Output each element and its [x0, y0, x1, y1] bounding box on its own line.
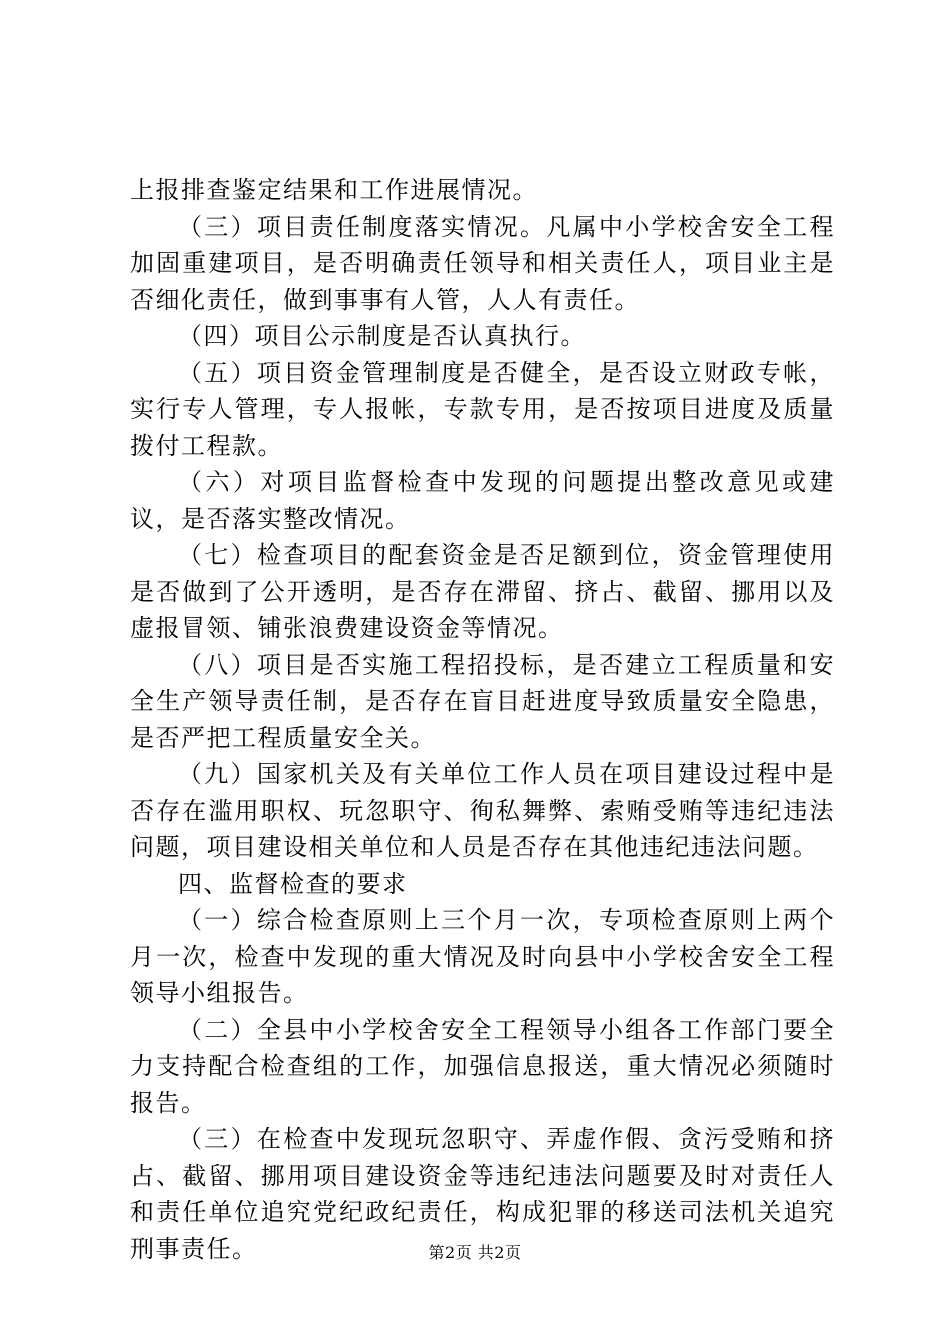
page-number-footer: 第2页 共2页	[428, 1243, 522, 1262]
requirement-item-1: （一）综合检查原则上三个月一次，专项检查原则上两个月一次，检查中发现的重大情况及时向县中小学校舍安全工程领导小组报告。	[130, 906, 835, 1007]
paragraph-item-4: （四）项目公示制度是否认真执行。	[178, 322, 586, 350]
paragraph-item-9: （九）国家机关及有关单位工作人员在项目建设过程中是否存在滥用职权、玩忽职守、徇私舞弊、索贿受贿等违纪违法问题，项目建设相关单位和人员是否存在其他违纪违法问题。	[130, 760, 835, 861]
paragraph-item-6: （六）对项目监督检查中发现的问题提出整改意见或建议，是否落实整改情况。	[130, 468, 835, 533]
paragraph-item-3: （三）项目责任制度落实情况。凡属中小学校舍安全工程加固重建项目，是否明确责任领导和相关责任人，项目业主是否细化责任，做到事事有人管，人人有责任。	[130, 212, 835, 314]
paragraph-item-7: （七）检查项目的配套资金是否足额到位，资金管理使用是否做到了公开透明，是否存在滞留、挤占、截留、挪用以及虚报冒领、铺张浪费建设资金等情况。	[130, 541, 835, 642]
requirement-item-3: （三）在检查中发现玩忽职守、弄虚作假、贪污受贿和挤占、截留、挪用项目建设资金等违纪违法问题要及时对责任人和责任单位追究党纪政纪责任，构成犯罪的移送司法机关追究刑事责任。	[130, 1125, 835, 1263]
paragraph-item-5: （五）项目资金管理制度是否健全，是否设立财政专帐，实行专人管理，专人报帐，专款专用，是否按项目进度及质量拨付工程款。	[130, 358, 835, 460]
paragraph-continuation: 上报排查鉴定结果和工作进展情况。	[130, 176, 538, 204]
document-body	[130, 172, 835, 1267]
section-heading-requirements: 四、监督检查的要求	[178, 869, 408, 898]
paragraph-item-8: （八）项目是否实施工程招投标，是否建立工程质量和安全生产领导责任制，是否存在盲目赶进度导致质量安全隐患，是否严把工程质量安全关。	[130, 650, 835, 752]
requirement-item-2: （二）全县中小学校舍安全工程领导小组各工作部门要全力支持配合检查组的工作，加强信息报送，重大情况必须随时报告。	[130, 1015, 835, 1117]
